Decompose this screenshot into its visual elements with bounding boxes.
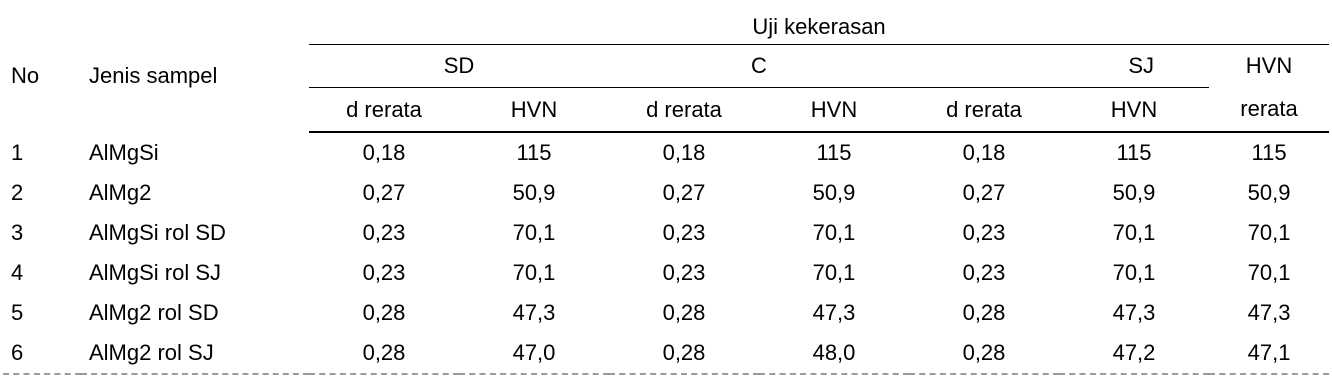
cell-sj-hvn: 47,2 — [1059, 333, 1209, 374]
cell-sample: AlMgSi — [89, 139, 159, 165]
table-row — [3, 173, 1329, 213]
cell-no: 3 — [11, 220, 24, 245]
subheader-hvn-c: HVN — [759, 88, 909, 133]
cell-sd-hvn: 47,0 — [459, 333, 609, 374]
cell-sd-d-rerata: 0,23 — [362, 220, 406, 245]
cell-hvn-rerata: 50,9 — [1247, 180, 1291, 205]
cell-no: 4 — [11, 260, 24, 285]
cell-c-d-rerata: 0,23 — [662, 220, 706, 245]
cell-hvn-rerata: 47,3 — [1247, 300, 1291, 325]
cell-sj-hvn: 50,9 — [1112, 180, 1156, 205]
cell-c-d-rerata: 0,28 — [609, 333, 759, 374]
table-row — [3, 213, 1329, 253]
cell-sd-d-rerata: 0,28 — [362, 300, 406, 325]
cell-hvn-rerata: 70,1 — [1247, 220, 1291, 245]
cell-c-hvn: 48,0 — [759, 333, 909, 374]
cell-c-hvn: 115 — [816, 140, 852, 165]
cell-sd-hvn: 50,9 — [512, 180, 556, 205]
cell-sd-d-rerata: 0,28 — [309, 333, 459, 374]
cell-no: 5 — [11, 300, 24, 325]
cell-no: 2 — [11, 180, 24, 205]
table-header — [3, 0, 1329, 132]
cell-c-hvn: 50,9 — [812, 180, 856, 205]
cell-c-hvn: 47,3 — [812, 300, 856, 325]
cell-hvn-rerata: 47,1 — [1209, 333, 1329, 374]
cell-c-d-rerata: 0,28 — [662, 300, 706, 325]
cell-sd-hvn: 70,1 — [512, 220, 556, 245]
cell-no: 6 — [3, 333, 81, 374]
table-row — [3, 132, 1329, 173]
hardness-test-table — [3, 0, 1329, 375]
cell-sd-hvn: 70,1 — [512, 260, 556, 285]
header-section-sd: SD — [309, 45, 609, 88]
table-row — [3, 333, 1329, 374]
cell-sj-hvn: 115 — [1116, 140, 1152, 165]
header-section-c: C — [609, 45, 909, 88]
header-sample-type: Jenis sampel — [89, 63, 218, 88]
cell-c-hvn: 70,1 — [812, 220, 856, 245]
cell-sample: AlMgSi rol SJ — [89, 260, 222, 285]
cell-hvn-rerata: 70,1 — [1247, 260, 1291, 285]
subheader-d-rerata-sj: d rerata — [909, 88, 1059, 133]
cell-sd-d-rerata: 0,23 — [362, 260, 406, 285]
cell-hvn-rerata: 115 — [1251, 140, 1287, 165]
header-hvn-rerata-line1: HVN — [1245, 53, 1293, 79]
cell-sj-d-rerata: 0,28 — [962, 300, 1006, 325]
cell-sd-d-rerata: 0,27 — [362, 180, 406, 205]
cell-c-d-rerata: 0,18 — [662, 140, 706, 165]
cell-sample: AlMg2 — [89, 180, 152, 205]
cell-sj-hvn: 70,1 — [1112, 260, 1156, 285]
cell-sj-d-rerata: 0,23 — [962, 220, 1006, 245]
cell-sd-hvn: 47,3 — [512, 300, 556, 325]
table-body — [3, 132, 1329, 374]
subheader-d-rerata-c: d rerata — [609, 88, 759, 133]
cell-c-d-rerata: 0,23 — [662, 260, 706, 285]
cell-sj-d-rerata: 0,18 — [962, 140, 1006, 165]
cell-no: 1 — [11, 139, 24, 165]
cell-sj-hvn: 47,3 — [1112, 300, 1156, 325]
cell-sample: AlMg2 rol SJ — [81, 333, 309, 374]
header-no: No — [11, 63, 40, 88]
cell-sj-d-rerata: 0,23 — [962, 260, 1006, 285]
cell-sj-d-rerata: 0,27 — [962, 180, 1006, 205]
table-row — [3, 293, 1329, 333]
cell-c-hvn: 70,1 — [812, 260, 856, 285]
header-hvn-rerata-line2: rerata — [1209, 88, 1329, 133]
cell-c-d-rerata: 0,27 — [662, 180, 706, 205]
cell-sample: AlMg2 rol SD — [89, 300, 219, 325]
cell-sd-d-rerata: 0,18 — [362, 140, 406, 165]
header-section-sj: SJ — [909, 45, 1209, 88]
table-row — [3, 253, 1329, 293]
subheader-hvn-sj: HVN — [1059, 88, 1209, 133]
cell-sj-d-rerata: 0,28 — [909, 333, 1059, 374]
header-hardness-test: Uji kekerasan — [309, 0, 1329, 45]
subheader-hvn-sd: HVN — [459, 88, 609, 133]
cell-sample: AlMgSi rol SD — [89, 220, 226, 245]
subheader-d-rerata-sd: d rerata — [309, 88, 459, 133]
cell-sj-hvn: 70,1 — [1112, 220, 1156, 245]
cell-sd-hvn: 115 — [516, 140, 552, 165]
